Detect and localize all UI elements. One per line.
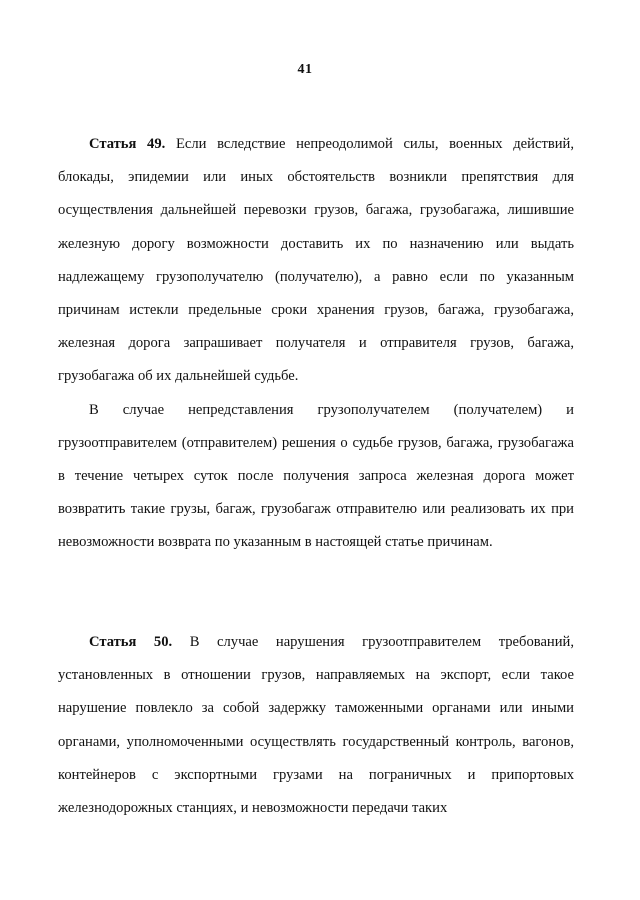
article-50-label: Статья 50. <box>89 634 173 650</box>
article-49 <box>58 128 574 560</box>
article-50 <box>58 626 574 825</box>
article-49-text-1: Если вследствие непреодолимой силы, военных действий, блокады, эпидемии или иных обстоятельств возникли препятствия для осуществления дальнейшей перевозки грузов, багажа, грузобагажа, лишившие железную дорогу возможности доставить их по назначению или выдать надлежащему грузополучателю (получателю), а равно если по указанным причинам истекли предельные сроки хранения грузов, багажа, грузобагажа, железная дорога запрашивает получателя и отправителя грузов, багажа, грузобагажа об их дальнейшей судьбе. <box>58 136 574 385</box>
article-50-paragraph-1 <box>58 626 574 825</box>
article-49-paragraph-1 <box>58 128 574 394</box>
article-49-paragraph-2: В случае непредставления грузополучателем (получателем) и грузоотправителем (отправителем) решения о судьбе грузов, багажа, грузобагажа в течение четырех суток после получения запроса железная дорога может возвратить такие грузы, багаж, грузобагаж отправителю или реализовать их при невозможности возврата по указанным в настоящей статье причинам. <box>58 401 574 551</box>
article-50-text-1: В случае нарушения грузоотправителем требований, установленных в отношении грузов, направляемых на экспорт, если такое нарушение повлекло за собой задержку таможенными органами или иными органами, уполномоченными осуществлять государственный контроль, вагонов, контейнеров с экспортными грузами на пограничных и припортовых железнодорожных станциях, и невозможности передачи таких <box>58 634 574 817</box>
article-49-label: Статья 49. <box>89 136 166 152</box>
page-number: 41 <box>297 62 313 77</box>
